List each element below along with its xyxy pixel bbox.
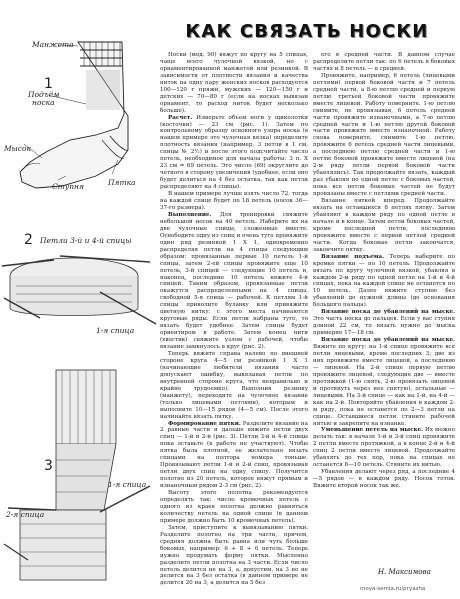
label-heel: Пятка [108,178,136,187]
paragraph-text: Измерьте объем ноги у щиколотки (косточки) — 23 см (рис. 1). Затем по контрольному образцу основного узора носка (в нашем примере это чулочная вязка) определите плотность вязания (например, 3 петли в 1 см, спицы № 2½) и после этого подсчитайте число петель, необходимое для начала работы: 3 п. Х 23 см = 69 петель. Это число (69) округлите до четного в сторону увеличения (удобнее, если оно будет делиться на 4 без остатка, так как петли распределяют на 4 спицы). [160,114,308,191]
label-rise: Подъём [28,90,60,99]
paragraph-text: В нашем примере лучше взять число 72, тогда на каждой спице будет по 18 петель (носок 36—37-го размера). [160,191,308,211]
title-bar [162,14,452,48]
paragraph-text: Их можно делать так: в начале 1-й и 3-й спиц провяжите 2 петли вместе протяжкой, а в конце 2-й и 4-й спиц 2 петли вместе лицевой. Продолжайте убавлять до тех пор, пока на спицах не останется 8—10 петель. Стяните их нитью. [313,427,455,469]
paragraph [160,191,308,212]
paragraph [313,309,455,337]
paragraph-heading: Расчет. [168,114,193,121]
paragraph-text: Убавления делают через ряд, а последние 4—5 рядов — в каждом ряду. Носок готов. Вяжите второй носок так же. [313,469,455,490]
paragraph [313,73,455,198]
figure-2-number: 2 [24,232,33,248]
paragraph [160,351,308,421]
paragraph-text: Теперь наберите по кромке пятки — по 10 петель. Продолжайте вязать по кругу чулочной вязкой, убавляя в каждом 2-м ряду по одной петле на 1-й и 4-й спицах, пока на каждой спице не останется по 10 петель. Далее вяжите ступню без убавлений до нужной длины (до основания большого пальца). [313,253,456,309]
paragraph-heading: Вязание подъема. [321,253,385,260]
paragraph [160,421,308,491]
paragraph-text: Провяжите, например, 6 петель (лицевыми петлями) первой боковой части и 7 петель средней части, а 8-ю петлю средней и первую петлю третьей боковой части провяжите вместе лицевой. Работу поверните. 1-ю петлю снимите, не провязывая, 6 петель средней части провяжите изнаночными, а 7-ю петлю средней части и 1-ю петлю другой боковой части провяжите вместе изнаночной. Работу снова поверните, снимите 1-ю петлю, провяжите 6 петель средней части лицевыми, а последнюю петлю средней части и 1-ю петлю боковой провяжите вместе лицевой (на 2-м ряду петли первой боковой части убавлялись). Так продолжайте вязать, каждый раз убавляя по одной петле с боковых частей, пока все петли боковых частей не будут провязаны вместе с петлями средней части. [313,72,455,198]
paragraph-heading: Вязание носка до убавлений на мыске. [321,309,455,316]
paragraph-text: Это часть носка до пальцев. Если у вас ступня длиной 22 см, то вязать нужно до мыска примерно 17—18 см. [313,316,455,337]
label-needle-2: 2-я спица [6,510,45,519]
paragraph [160,212,308,351]
watermark: moya-semia.ru/pryazha [360,586,426,592]
paragraph-text: Высоту этого полотна рекомендуется определять так: число кромочных петель с одного из краев полотна должно равняться количеству петель на одной спице (в данном примере должно быть 10 кромочных петель). [160,490,308,524]
paragraph [313,52,455,73]
paragraph [313,469,455,490]
page-title: КАК СВЯЗАТЬ НОСКИ [185,20,429,42]
text-column-1 [160,52,308,587]
paragraph-text: Вяжите по кругу: на 1-й спице провяжите все петли лицевыми, кроме последних 3; две из них провяжите вместе лицевой, а последнюю — лицевой. На 2-й спице первую петлю провяжите лицевой, следующие две — вместе протяжкой (1-ю снять, 2-ю провязать лицевой и протянуть через нее снятую), остальные — лицевыми. На 3-й спице — как на 1-й, на 4-й — как на 2-й. Повторяйте убавления в каждом 2-м ряду, пока не останется по 2—3 петли на спице. Оставшиеся петли стяните рабочей нитью и закрепите на изнанке. [313,344,455,427]
label-loops: Петли 3-й и 4-й спицы [40,236,132,245]
sock-diagram-icon [0,40,158,585]
label-toe: Мысок [4,144,31,153]
label-needle-1: 1-я спица [96,326,135,335]
paragraph [160,115,308,191]
paragraph [313,198,455,254]
paragraph-text: Носки (мод. 90) вяжут по кругу на 5 спицах, чаще всего чулочной вязкой, но с орнаментированной манжетой или резинкой. В зависимости от плотности вязания и качества ниток на одну пару женских носков расходуется 100—120 г пряжи, мужских — 120—150 г и детских — 70—80 г (если на носках вывязан орнамент, то расход ниток будет несколько больше). [160,52,308,114]
figure-1-number: 1 [44,76,53,92]
paragraph [313,427,455,469]
illustrations [0,40,158,585]
paragraph-text: Затем, приступите к вывязыванию пятки. Разделите полотно на три части, причем, средняя должна быть равна или чуть больше боковых, например: 6 + 8 + 6 петель. Теперь нужно продумать форму пятки. Мысленно разделите петли полотна на 3 части. Если число петель делится не на 3, а, допустим, на 3 но не делится на 3 без остатка (в данном примере не делится 20 на 3, а делится на 5 без [160,524,308,587]
paragraph-text: Для тренировки свяжите небольшой носок на 40 петель. Наберите их на две чулочные спицы, сложенные вместе. Освободите одну из спиц и очень туго провяжите один ряд резинкой 1 Х 1, одновременно распределяя петли на 4 спицы следующим образом: провязанные первые 10 петель 1-й спицы, затем 2-ей спицы провяжите еще 10 петель, 3-й спицей — следующие 10 петель и, наконец, последние 10 петель вяжите 4-й спицей. Таким образом, провязанные петли окажутся распределенными на 4 спицы, свободной 5-я спица — рабочей. К петлям 1-й спицы приколите булавку или привяжите цветную нитку: с этого места начинаются круговые ряды. Если петли набраны туго, то вязать будет удобнее. Затем спицы будет ориентиром в работе. Затем конец нити (хвостик) свяжите узлом с рабочей, чтобы вязание замкнулось в круг (рис. 2). [160,211,308,351]
paragraph-text: его в средней части. В данном случае распределите петли так: по 6 петель в боковых частях и 8 петель — в средней. [313,52,455,72]
paragraph [313,254,455,310]
figure-3-number: 3 [44,458,53,474]
paragraph [160,490,308,525]
paragraph [313,337,455,427]
paragraph-text: Теперь вяжите справа налево по внешней стороне круга 4—5 см резинкой 1 Х 1 (начинающие любители вязания часто допускают ошибку, вывязывая петли по внутренней стороне круга, что неправильно и крайне трудоемко). Выполнив резинку (манжету), переходите на чулочное вязание (только лицевыми петлями), которым и выполните 10—15 рядов (4—5 см). После этого начинайте вязать пятку. [160,350,308,420]
label-sock: носка [32,98,55,107]
paragraph-text: Разделите вязание на 2 равные части и дальше вяжите петли двух спиц — 1-й и 2-й (рис. 3). Петли 3-й и 4-й спицы пока оставьте (в работе не участвуют). Чтобы пятка была плотной, ее желательно вязать спицами на полтора номера тоньше. Провязывают петли 1-й и 2-й спиц, провязывая петли двух спиц на одну спицу. Получится полотно из 20 петель, которое вяжут прямым и изнаночным рядом 2-3 см (рис. 2). [160,420,308,490]
paragraph-heading: Выполнение. [168,211,212,218]
paragraph-heading: Вязание носка до убавлений на мыске. [321,337,455,344]
paragraph-heading: Уменьшение петель на мыске. [321,427,424,434]
label-sole: Ступня [52,182,84,191]
text-column-2 [313,52,455,582]
paragraph [160,52,308,115]
label-needle-1b: 1-я спица [108,480,147,489]
author-signature: Н. Максимова [378,568,431,576]
paragraph-text: Вязание пяткой вперед. Продолжайте вязать на оставшихся 8 петлях пятку. Затем убавляют в каждом ряду по одной петле в начале и в конце. Затем петли боковых частей, кроме последней петли, последнюю провяжите вместе с первой петлей средней части. Когда боковые петли закончатся, закончите пятку. [313,198,455,253]
paragraph-heading: Формирование пятки. [168,420,241,427]
paragraph [160,525,308,588]
label-cuff: Манжета [32,40,74,49]
